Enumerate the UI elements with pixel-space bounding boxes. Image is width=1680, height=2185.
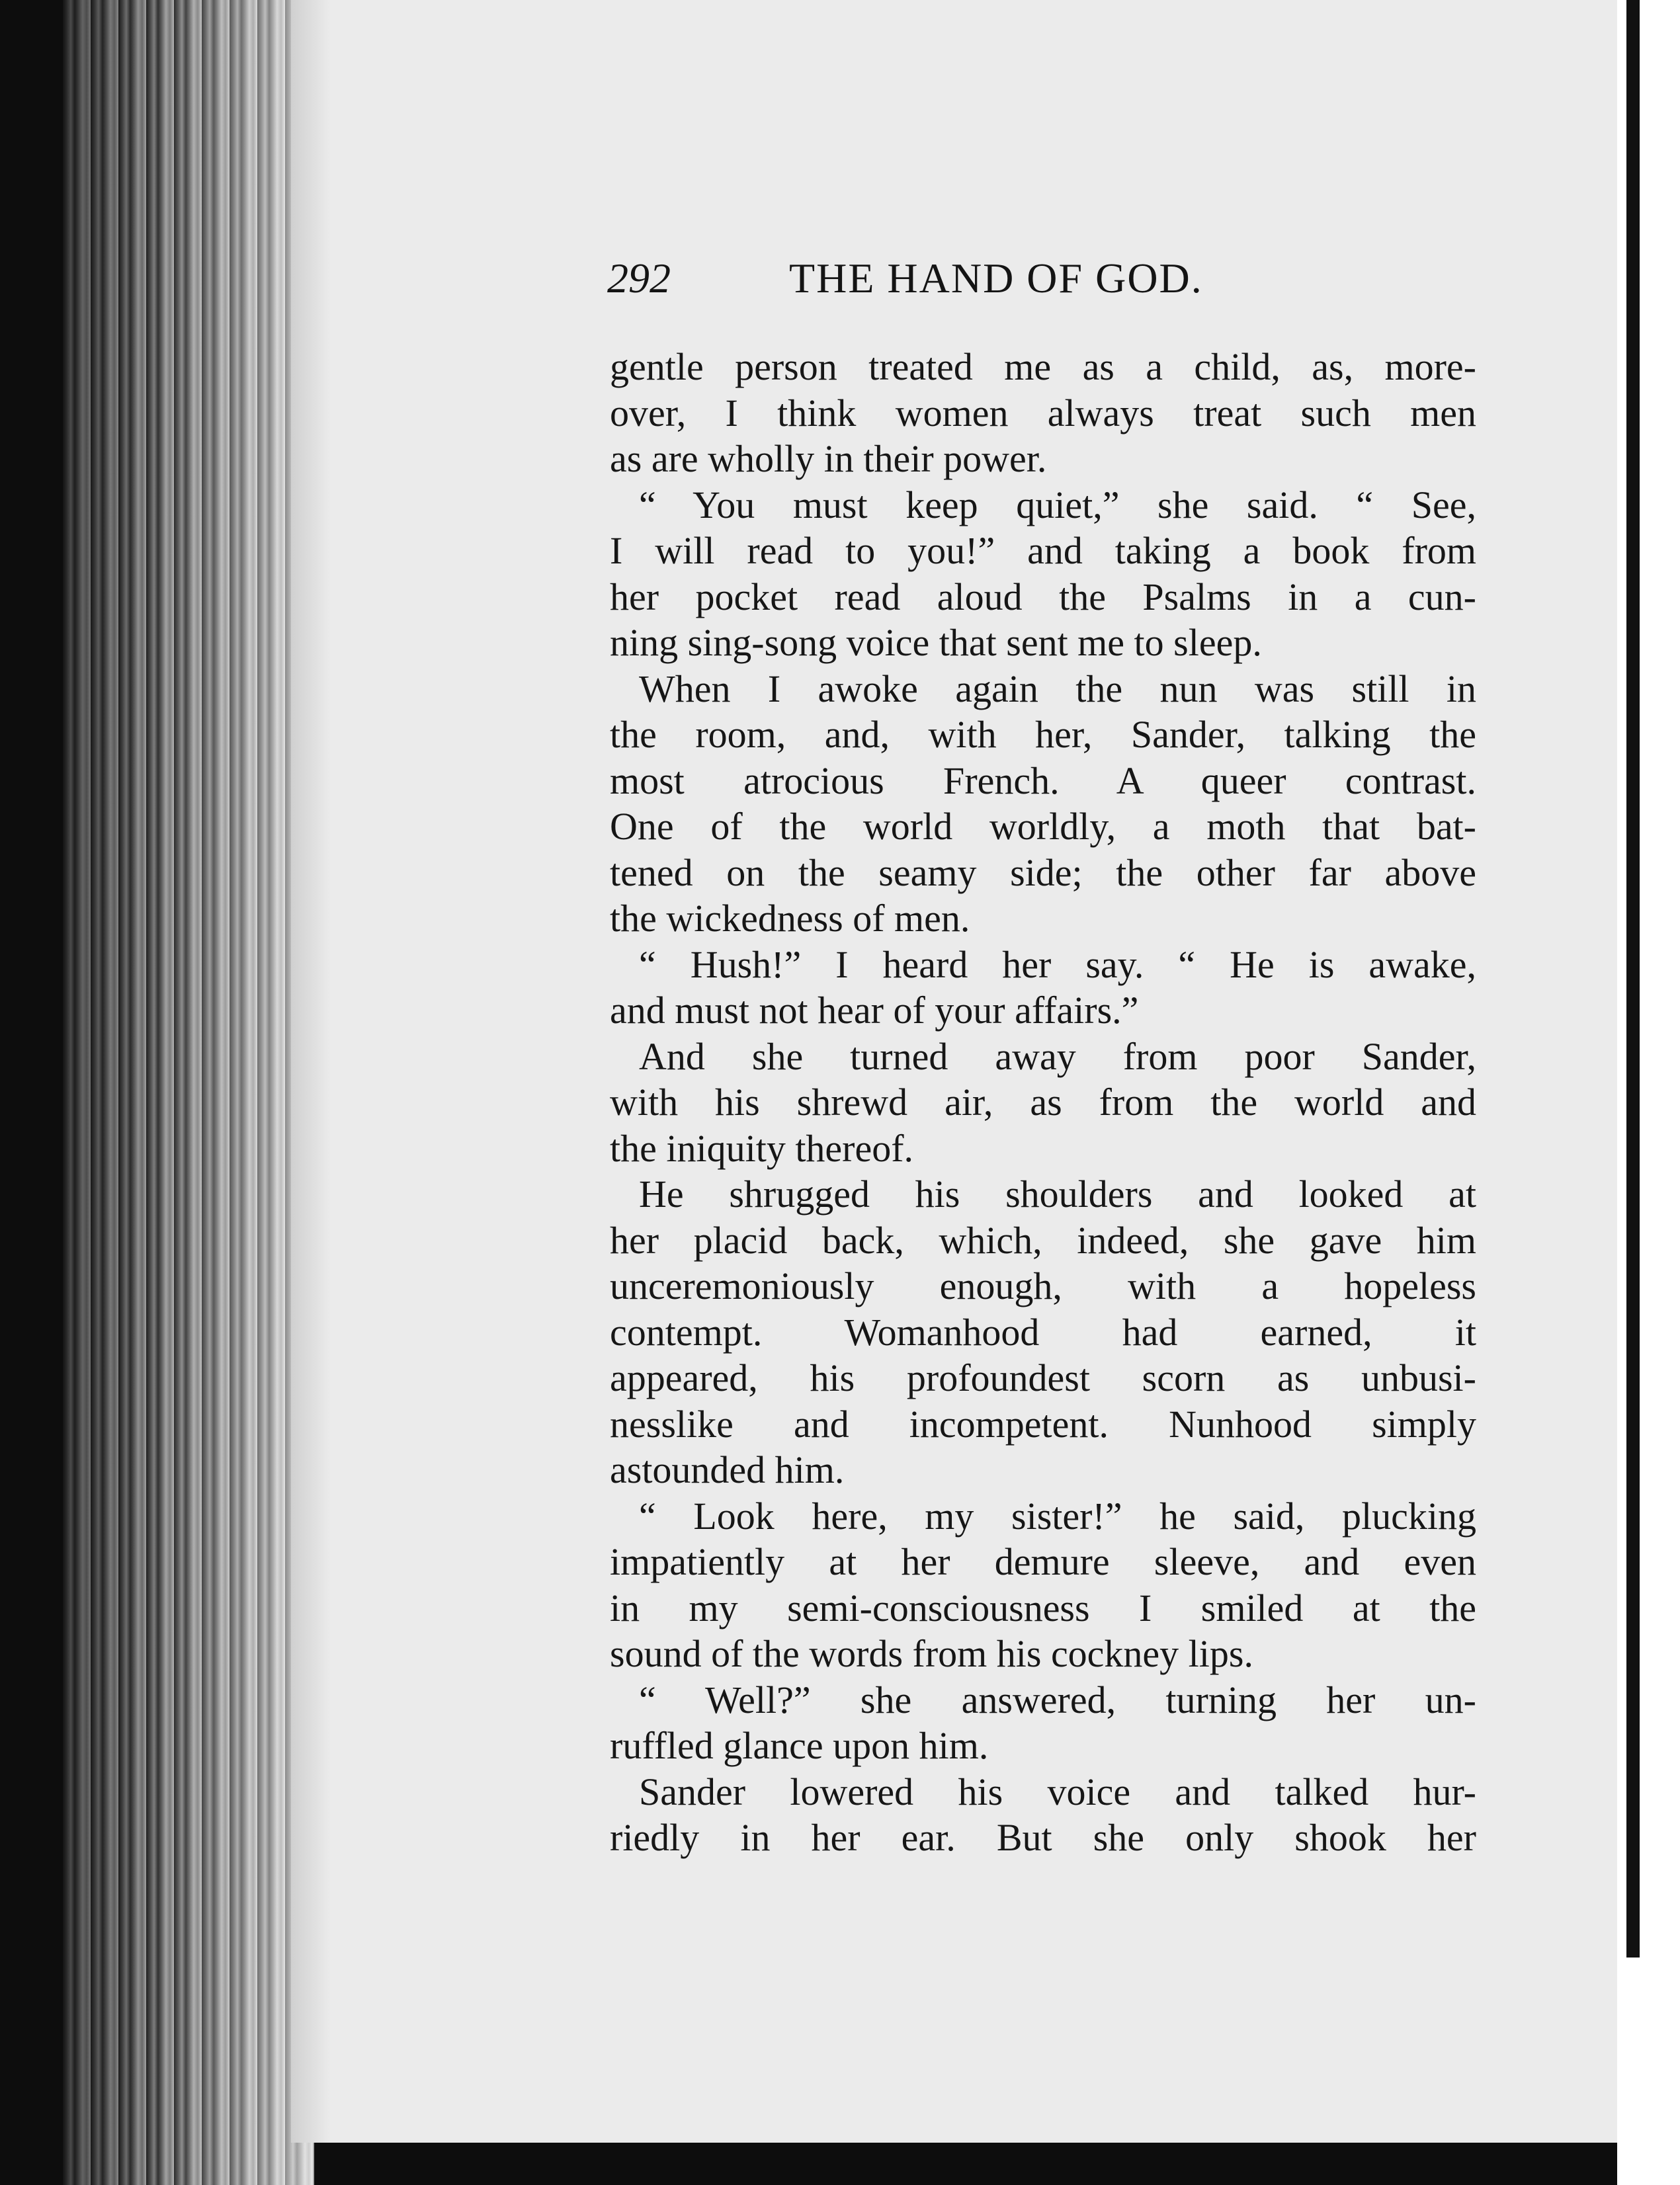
text-line: Sander lowered his voice and talked hur-: [639, 1770, 1476, 1813]
page-number: 292: [607, 255, 671, 302]
text-line: as are wholly in their power.: [610, 437, 1047, 480]
text-line: I will read to you!” and taking a book from: [610, 529, 1476, 572]
text-line: “ Hush!” I heard her say. “ He is awake,: [639, 942, 1476, 986]
binding-shadow: [1626, 0, 1640, 1958]
text-line: her pocket read aloud the Psalms in a cun-: [610, 575, 1476, 618]
text-line: the iniquity thereof.: [610, 1126, 914, 1170]
text-line: nesslike and incompetent. Nunhood simply: [610, 1402, 1476, 1446]
text-line: with his shrewd air, as from the world and: [610, 1081, 1476, 1124]
text-line: riedly in her ear. But she only shook her: [610, 1816, 1476, 1859]
text-line: “ You must keep quiet,” she said. “ See,: [639, 483, 1476, 526]
text-line: the wickedness of men.: [610, 897, 970, 940]
right-page-edge: [1617, 0, 1680, 2185]
text-line: sound of the words from his cockney lips.: [610, 1632, 1253, 1675]
text-line: tened on the seamy side; the other far above: [610, 850, 1476, 894]
body-text: [610, 344, 1476, 1861]
text-line: the room, and, with her, Sander, talking the: [610, 713, 1476, 756]
text-line: and must not hear of your affairs.”: [610, 989, 1139, 1032]
text-line: ning sing-song voice that sent me to sleep.: [610, 621, 1262, 664]
text-line: astounded him.: [610, 1448, 845, 1491]
running-title: THE HAND OF GOD.: [789, 255, 1203, 302]
text-line: over, I think women always treat such men: [610, 391, 1476, 434]
text-line: unceremoniously enough, with a hopeless: [610, 1264, 1476, 1307]
text-line: contempt. Womanhood had earned, it: [610, 1310, 1476, 1354]
text-line: When I awoke again the nun was still in: [639, 667, 1476, 710]
text-line: And she turned away from poor Sander,: [639, 1034, 1476, 1078]
page-edges: [63, 0, 314, 2185]
text-line: One of the world worldly, a moth that bat-: [610, 805, 1476, 848]
text-line: her placid back, which, indeed, she gave him: [610, 1218, 1476, 1262]
text-line: “ Look here, my sister!” he said, plucking: [639, 1494, 1476, 1538]
text-line: He shrugged his shoulders and looked at: [639, 1173, 1476, 1216]
text-line: gentle person treated me as a child, as, more-: [610, 345, 1476, 388]
text-line: appeared, his profoundest scorn as unbusi-: [610, 1356, 1476, 1399]
text-line: “ Well?” she answered, turning her un-: [639, 1678, 1476, 1721]
running-header: [607, 249, 1302, 308]
text-line: impatiently at her demure sleeve, and even: [610, 1540, 1476, 1583]
text-line: ruffled glance upon him.: [610, 1724, 989, 1767]
text-line: most atrocious French. A queer contrast.: [610, 759, 1476, 802]
text-line: in my semi-consciousness I smiled at the: [610, 1586, 1476, 1629]
